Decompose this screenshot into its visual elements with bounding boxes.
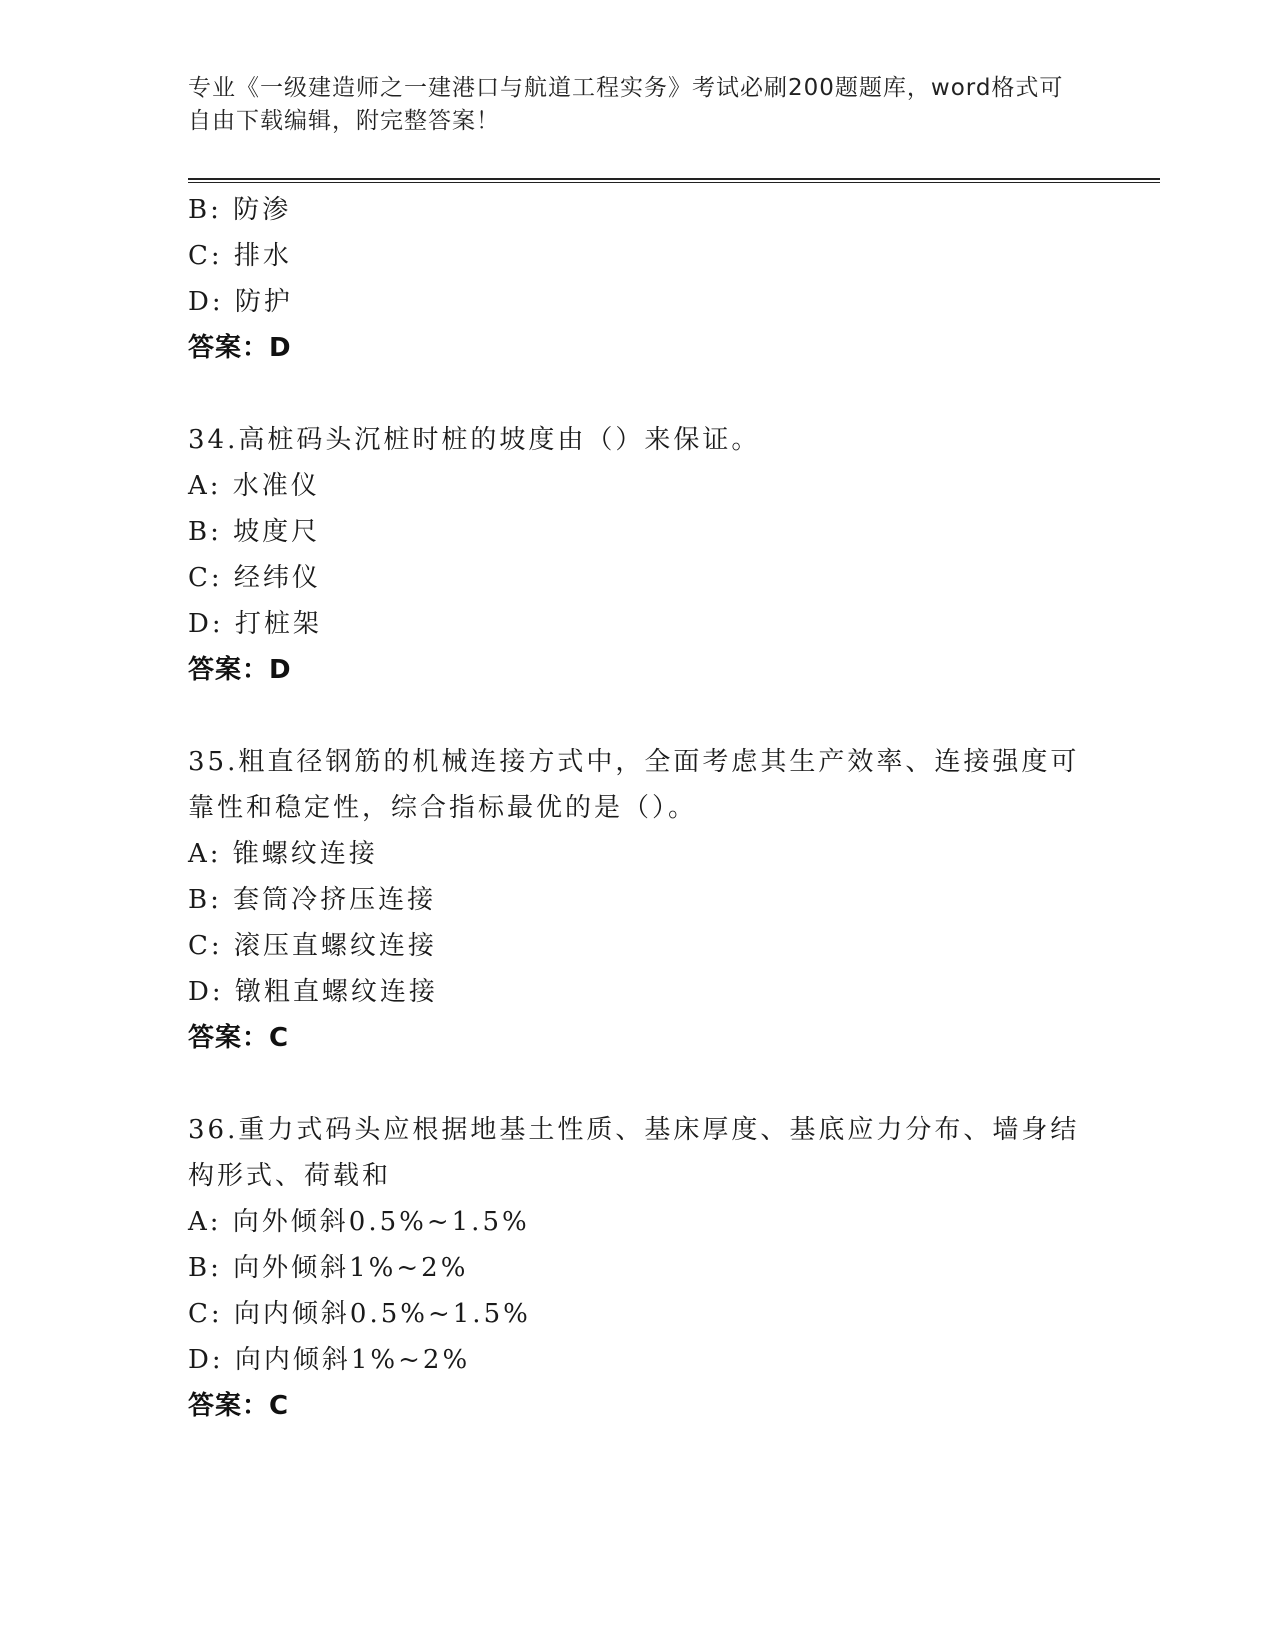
option-d: D: 向内倾斜1%~2% <box>188 1345 471 1375</box>
question-stem-36: 36.重力式码头应根据地基土性质、基床厚度、基底应力分布、墙身结构形式、荷载和 <box>188 1115 1080 1191</box>
answer: 答案：C <box>188 1391 290 1421</box>
answer: 答案：C <box>188 1023 290 1053</box>
option-c: C: 排水 <box>188 241 292 271</box>
option-c: C: 滚压直螺纹连接 <box>188 931 437 961</box>
answer: 答案：D <box>188 333 292 363</box>
option-c: C: 向内倾斜0.5%~1.5% <box>188 1299 531 1329</box>
answer: 答案：D <box>188 655 292 685</box>
option-a: A: 水准仪 <box>188 471 320 501</box>
option-a: A: 锥螺纹连接 <box>188 839 378 869</box>
question-content <box>188 187 1088 1429</box>
option-c: C: 经纬仪 <box>188 563 321 593</box>
option-b: B: 向外倾斜1%~2% <box>188 1253 469 1283</box>
option-b: B: 坡度尺 <box>188 517 321 547</box>
option-d: D: 防护 <box>188 287 293 317</box>
option-b: B: 防渗 <box>188 195 292 225</box>
header-divider <box>188 178 1160 183</box>
option-d: D: 镦粗直螺纹连接 <box>188 977 438 1007</box>
option-b: B: 套筒冷挤压连接 <box>188 885 437 915</box>
option-d: D: 打桩架 <box>188 609 322 639</box>
question-stem-34: 34.高桩码头沉桩时桩的坡度由（）来保证。 <box>188 425 761 455</box>
option-a: A: 向外倾斜0.5%~1.5% <box>188 1207 530 1237</box>
document-header: 专业《一级建造师之一建港口与航道工程实务》考试必刷200题题库，word格式可自由下载编辑，附完整答案！ <box>188 75 1064 134</box>
question-stem-35: 35.粗直径钢筋的机械连接方式中，全面考虑其生产效率、连接强度可靠性和稳定性，综合指标最优的是（）。 <box>188 747 1080 823</box>
